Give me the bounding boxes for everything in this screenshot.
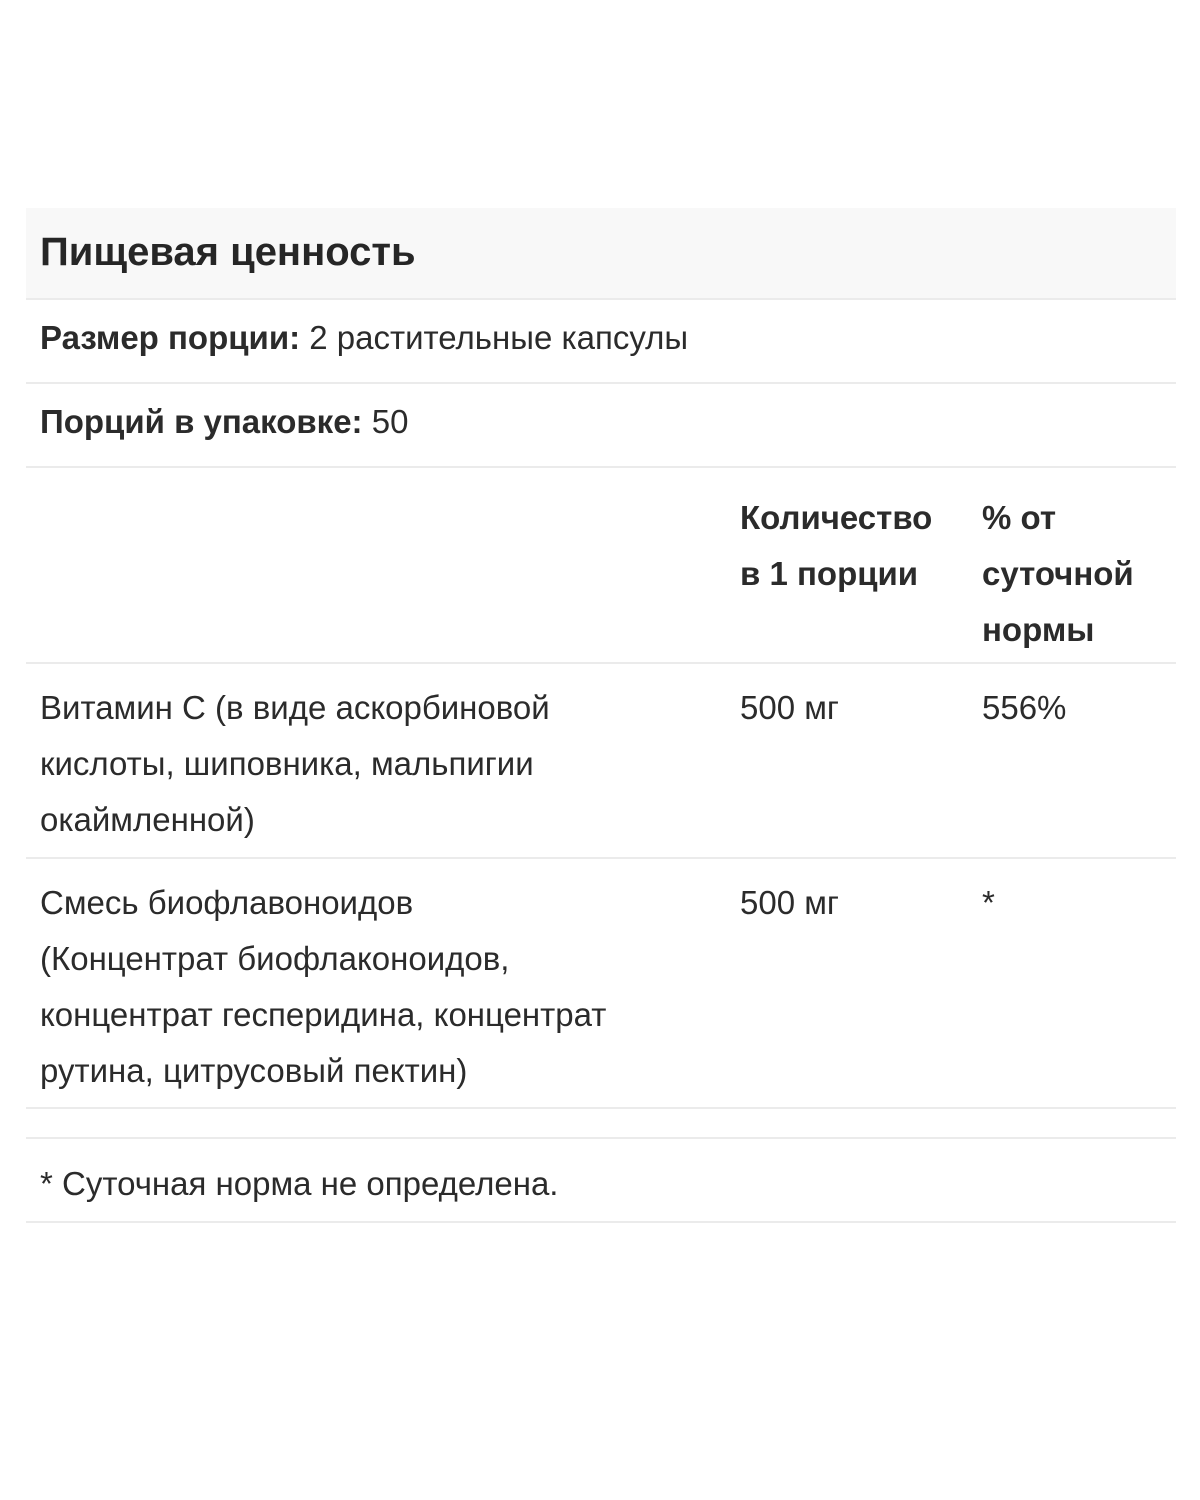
table-row [26, 664, 1176, 859]
servings-per-container-value: 50 [362, 403, 409, 440]
serving-size-label: Размер порции: [40, 319, 301, 356]
header-amount: Количество в 1 порции [740, 499, 933, 592]
serving-size-row [26, 300, 1176, 384]
footnote: * Суточная норма не определена. [26, 1139, 1176, 1223]
nutrient-amount: 500 мг [740, 689, 839, 726]
nutrient-amount: 500 мг [740, 884, 839, 921]
table-header-row [26, 468, 1176, 664]
serving-size-value: 2 растительные капсулы [300, 319, 689, 356]
servings-per-container-row [26, 384, 1176, 468]
nutrient-name: Витамин C (в виде аскорбиновой кислоты, шиповника, мальпигии окаймленной) [40, 689, 550, 838]
table-row [26, 859, 1176, 1109]
nutrient-daily-value: * [982, 884, 995, 921]
nutrition-facts-panel [26, 208, 1176, 1223]
nutrition-title: Пищевая ценность [26, 208, 1176, 300]
servings-per-container-label: Порций в упаковке: [40, 403, 363, 440]
table-spacer [26, 1109, 1176, 1139]
header-name-cell [26, 490, 740, 662]
nutrient-name: Смесь биофлавоноидов (Концентрат биофлаконоидов, концентрат гесперидина, концентрат рутина, цитрусовый пектин) [40, 884, 607, 1089]
header-daily-value: % от суточной нормы [982, 499, 1134, 648]
nutrient-daily-value: 556% [982, 689, 1067, 726]
